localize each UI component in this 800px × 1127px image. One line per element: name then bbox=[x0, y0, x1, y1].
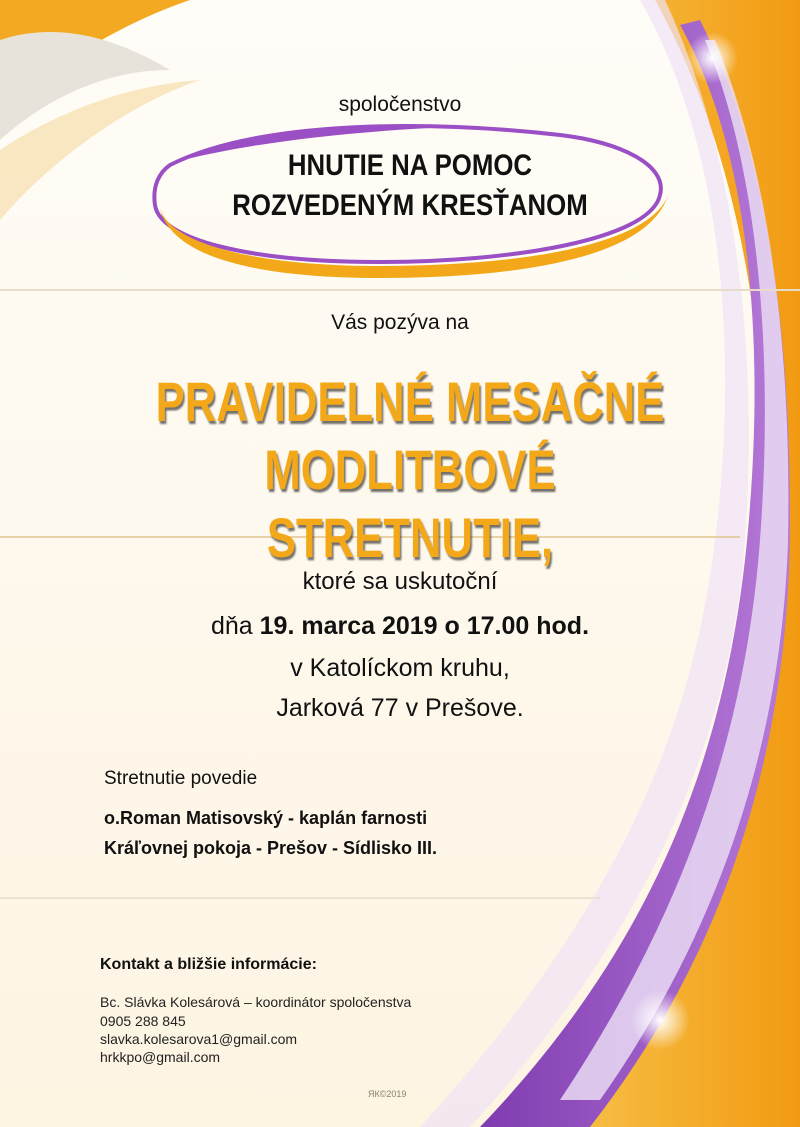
led-by-label: Stretnutie povedie bbox=[104, 768, 258, 789]
event-intro: ktoré sa uskutoční bbox=[302, 568, 498, 595]
signature: ЯК©2019 bbox=[368, 1089, 407, 1099]
leader-line1: o.Roman Matisovský - kaplán farnosti bbox=[104, 808, 428, 828]
org-intro: spoločenstvo bbox=[338, 93, 462, 116]
contact-heading: Kontakt a bližšie informácie: bbox=[100, 956, 317, 973]
contact-email2: hrkkpo@gmail.com bbox=[100, 1049, 221, 1065]
invite-text: Vás pozýva na bbox=[331, 311, 469, 334]
leader-line2: Kráľovnej pokoja - Prešov - Sídlisko III. bbox=[104, 838, 438, 858]
contact-phone: 0905 288 845 bbox=[100, 1013, 186, 1029]
event-date-prefix: dňa bbox=[210, 612, 253, 640]
event-date-line bbox=[0, 612, 800, 641]
contact-email1: slavka.kolesarova1@gmail.com bbox=[100, 1031, 298, 1047]
event-place: v Katolíckom kruhu, bbox=[290, 654, 510, 682]
event-title bbox=[137, 368, 683, 572]
org-name bbox=[221, 146, 599, 226]
glow-highlight bbox=[686, 32, 738, 84]
org-name-line2: ROZVEDENÝM KRESŤANOM bbox=[232, 189, 588, 222]
contact-name: Bc. Slávka Kolesárová – koordinátor spoločenstva bbox=[100, 994, 412, 1010]
glow-highlight bbox=[630, 990, 690, 1050]
event-title-line2: MODLITBOVÉ STRETNUTIE, bbox=[264, 438, 556, 569]
org-name-line1: HNUTIE NA POMOC bbox=[287, 149, 533, 182]
event-address: Jarková 77 v Prešove. bbox=[276, 694, 524, 722]
event-date: 19. marca 2019 o 17.00 hod. bbox=[259, 612, 590, 640]
event-title-line1: PRAVIDELNÉ MESAČNÉ bbox=[155, 370, 665, 433]
